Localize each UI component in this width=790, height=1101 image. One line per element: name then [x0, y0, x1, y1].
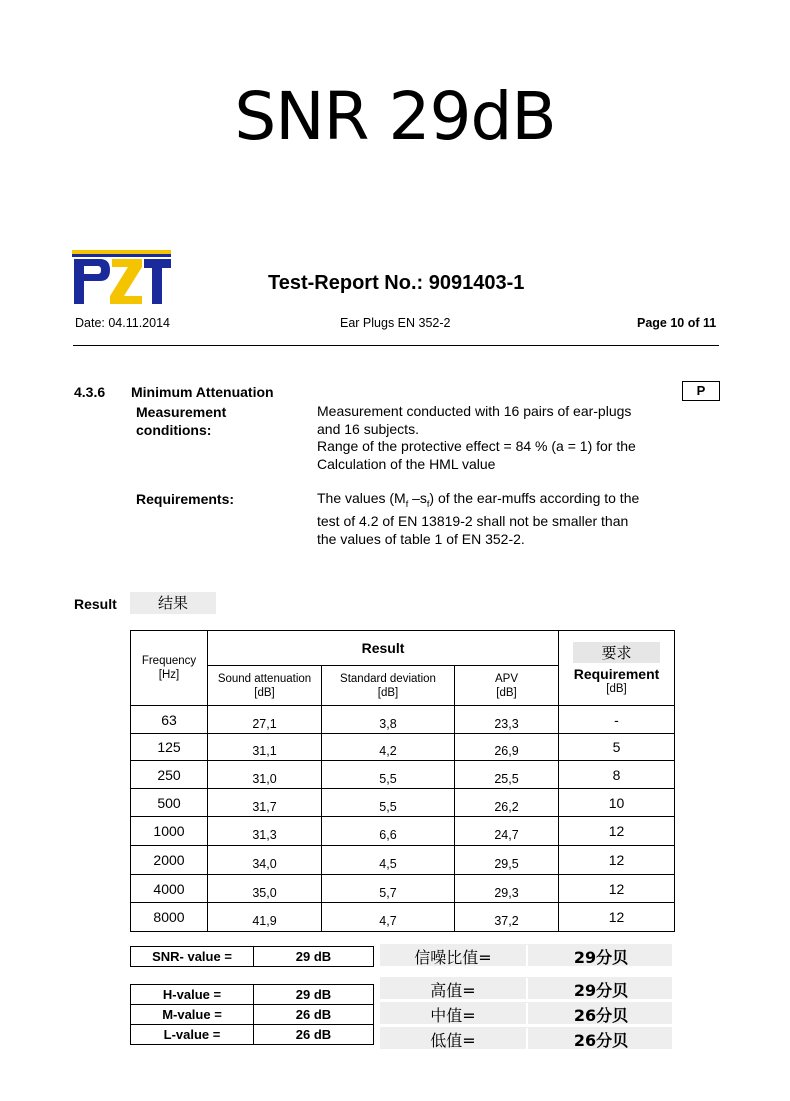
table-row: 63 27,1 3,8 23,3 - [131, 706, 675, 734]
standard-deviation-header: Standard deviation [dB] [322, 666, 455, 706]
table-row: 125 31,1 4,2 26,9 5 [131, 734, 675, 761]
m-label: M-value = [131, 1005, 254, 1025]
measurement-label: Measurement conditions: [136, 404, 227, 438]
h-label: H-value = [131, 985, 254, 1005]
header-divider [73, 345, 719, 346]
h-value: 29 dB [254, 985, 374, 1005]
result-label-cn: 结果 [130, 592, 216, 614]
result-header: Result [208, 631, 559, 666]
cn-l-row: 低值= 26分贝 [380, 1027, 672, 1049]
report-title: Test-Report No.: 9091403-1 [268, 272, 525, 294]
snr-label: SNR- value = [131, 947, 254, 967]
result-label: Result [74, 596, 117, 612]
report-subject: Ear Plugs EN 352-2 [340, 316, 451, 330]
frequency-header: Frequency [Hz] [131, 631, 208, 706]
cn-snr-row: 信噪比值= 29分贝 [380, 944, 672, 966]
l-label: L-value = [131, 1025, 254, 1045]
measurement-text: Measurement conducted with 16 pairs of ear-plugs and 16 subjects. Range of the protective effect = 84 % (a = 1) for the Calculation of the HML value [317, 403, 636, 472]
snr-value: 29 dB [254, 947, 374, 967]
l-value: 26 dB [254, 1025, 374, 1045]
page-number: Page 10 of 11 [637, 316, 717, 330]
results-table [130, 630, 675, 932]
section-title: Minimum Attenuation [131, 384, 274, 400]
table-row: 1000 31,3 6,6 24,7 12 [131, 817, 675, 846]
requirements-label: Requirements: [136, 491, 235, 507]
table-row: 2000 34,0 4,5 29,5 12 [131, 846, 675, 875]
cn-m-row: 中值= 26分贝 [380, 1002, 672, 1024]
report-date: Date: 04.11.2014 [75, 316, 170, 330]
sound-attenuation-header: Sound attenuation [dB] [208, 666, 322, 706]
table-row: 4000 35,0 5,7 29,3 12 [131, 875, 675, 903]
cn-h-row: 高值= 29分贝 [380, 977, 672, 999]
section-number: 4.3.6 [74, 384, 106, 400]
m-value: 26 dB [254, 1005, 374, 1025]
table-row: 8000 41,9 4,7 37,2 12 [131, 903, 675, 932]
snr-summary [130, 946, 374, 967]
table-row: 500 31,7 5,5 26,2 10 [131, 789, 675, 817]
section-badge: P [682, 381, 720, 401]
requirement-header: 要求 Requirement [dB] [559, 631, 675, 706]
requirements-text: The values ($M_f$ $-s_f$) of the ear-muffs according to the test of 4.2 of EN 13819-2 shall not be smaller than the values of table 1 of EN 352-2. [317, 490, 640, 547]
table-row: 250 31,0 5,5 25,5 8 [131, 761, 675, 789]
hml-summary [130, 984, 374, 1045]
page-title: SNR 29dB [234, 78, 556, 155]
apv-header: APV [dB] [455, 666, 559, 706]
pzt-logo [72, 250, 171, 306]
